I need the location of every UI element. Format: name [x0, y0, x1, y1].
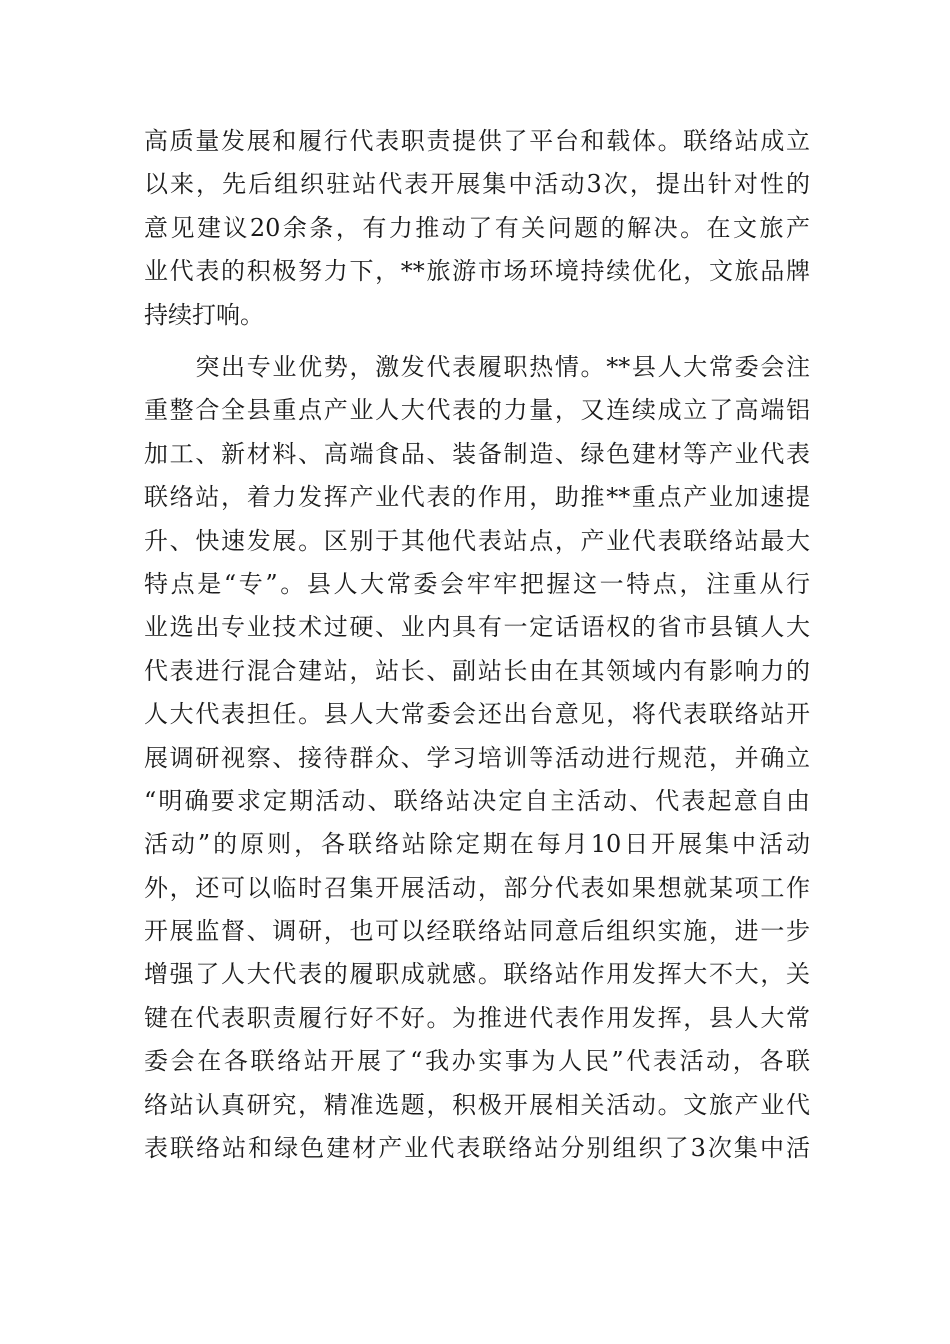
text-line: 外，还可以临时召集开展活动，部分代表如果想就某项工作: [144, 873, 810, 902]
text-line: 展调研视察、接待群众、学习培训等活动进行规范，并确立: [144, 743, 810, 772]
text-line: 开展监督、调研，也可以经联络站同意后组织实施，进一步: [144, 917, 810, 946]
text-line: 重整合全县重点产业人大代表的力量，又连续成立了高端铝: [144, 396, 810, 425]
text-line: 络站认真研究，精准选题，积极开展相关活动。文旅产业代: [144, 1090, 810, 1119]
text-line: 升、快速发展。区别于其他代表站点，产业代表联络站最大: [144, 526, 810, 555]
paragraph-2: [144, 346, 810, 1170]
text-line: 代表进行混合建站，站长、副站长由在其领域内有影响力的: [144, 656, 810, 685]
text-line: 加工、新材料、高端食品、装备制造、绿色建材等产业代表: [144, 439, 810, 468]
text-line: 以来，先后组织驻站代表开展集中活动3次，提出针对性的: [144, 170, 810, 199]
text-line: 突出专业优势，激发代表履职热情。**县人大常委会注: [144, 353, 810, 381]
text-line: 增强了人大代表的履职成就感。联络站作用发挥大不大，关: [144, 960, 810, 989]
text-line: 委会在各联络站开展了“我办实事为人民”代表活动，各联: [144, 1047, 810, 1076]
text-line: “明确要求定期活动、联络站决定自主活动、代表起意自由: [144, 786, 810, 815]
text-line: 键在代表职责履行好不好。为推进代表作用发挥，县人大常: [144, 1003, 810, 1032]
text-line: 高质量发展和履行代表职责提供了平台和载体。联络站成立: [144, 127, 810, 155]
text-line: 意见建议20余条，有力推动了有关问题的解决。在文旅产: [144, 213, 810, 242]
text-line: 活动”的原则，各联络站除定期在每月10日开展集中活动: [144, 830, 810, 859]
text-line: 联络站，着力发挥产业代表的作用，助推**重点产业加速提: [144, 483, 810, 512]
text-line: 特点是“专”。县人大常委会牢牢把握这一特点，注重从行: [144, 569, 810, 598]
text-line: 持续打响。: [144, 300, 264, 329]
text-line: 业代表的积极努力下，**旅游市场环境持续优化，文旅品牌: [144, 257, 810, 286]
text-line: 业选出专业技术过硬、业内具有一定话语权的省市县镇人大: [144, 613, 810, 642]
paragraph-1: [144, 120, 810, 337]
text-line: 表联络站和绿色建材产业代表联络站分别组织了3次集中活: [144, 1134, 810, 1163]
text-line: 人大代表担任。县人大常委会还出台意见，将代表联络站开: [144, 700, 810, 729]
